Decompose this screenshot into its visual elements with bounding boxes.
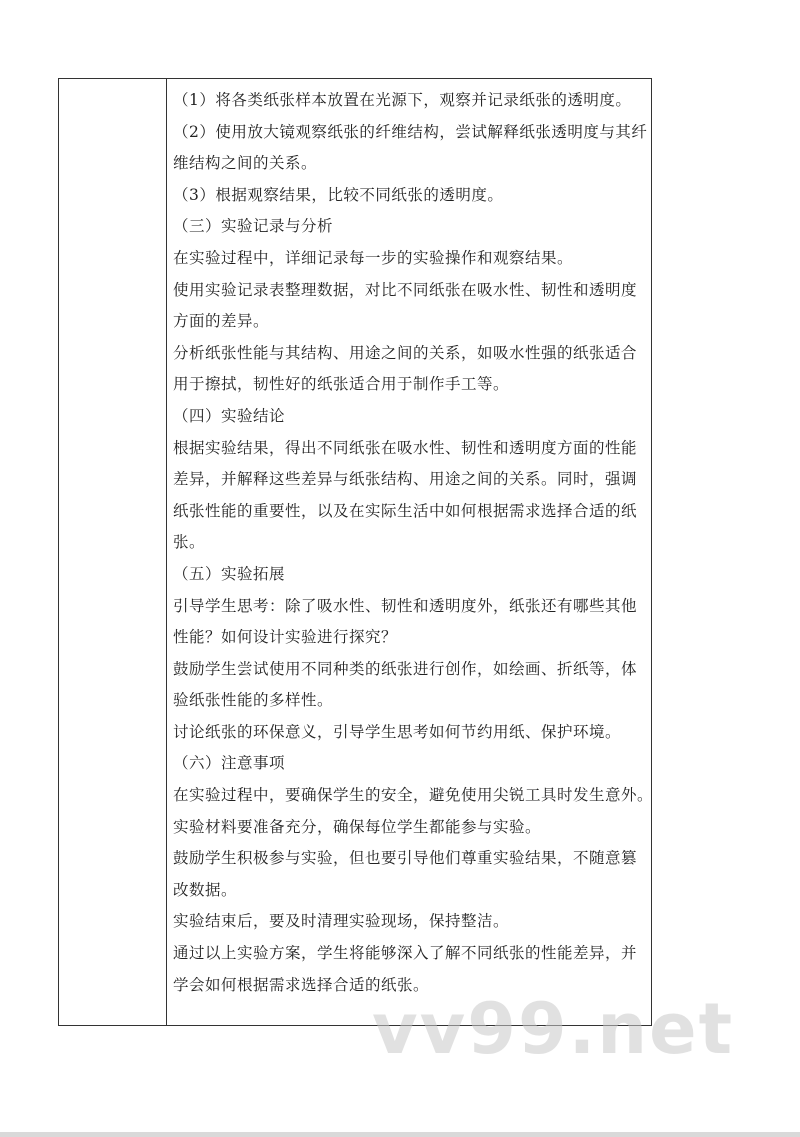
site-watermark: vv99.net <box>372 988 735 1070</box>
text-line: （3）根据观察结果，比较不同纸张的透明度。 <box>173 185 504 204</box>
text-line: 张。 <box>173 533 206 552</box>
text-line: 鼓励学生尝试使用不同种类的纸张进行创作，如绘画、折纸等，体 <box>173 659 638 678</box>
page-bottom-edge <box>0 1132 800 1137</box>
section-heading: （三）实验记录与分析 <box>173 217 334 236</box>
text-line: 鼓励学生积极参与实验，但也要引导他们尊重实验结果，不随意篡 <box>173 849 638 868</box>
text-line: （1）将各类纸张样本放置在光源下，观察并记录纸张的透明度。 <box>173 91 632 109</box>
text-line: 通过以上实验方案，学生将能够深入了解不同纸张的性能差异，并 <box>173 944 638 963</box>
text-line: 讨论纸张的环保意义，引导学生思考如何节约用纸、保护环境。 <box>173 722 622 741</box>
text-line: 在实验过程中，详细记录每一步的实验操作和观察结果。 <box>173 248 574 267</box>
text-line: 引导学生思考：除了吸水性、韧性和透明度外，纸张还有哪些其他 <box>173 596 638 615</box>
text-line: 改数据。 <box>173 880 238 899</box>
text-line: 学会如何根据需求选择合适的纸张。 <box>173 975 430 994</box>
lesson-table <box>58 78 652 1026</box>
text-line: 方面的差异。 <box>173 312 270 331</box>
text-line: 性能？如何设计实验进行探究？ <box>173 628 398 647</box>
section-heading: （四）实验结论 <box>173 406 286 425</box>
text-line: 实验材料要准备充分，确保每位学生都能参与实验。 <box>173 817 542 836</box>
table-content-cell <box>169 85 654 1001</box>
section-heading: （六）注意事项 <box>173 754 286 773</box>
text-line: 在实验过程中，要确保学生的安全，避免使用尖锐工具时发生意外。 <box>173 786 654 805</box>
table-left-cell <box>59 79 167 1025</box>
text-line: 用于擦拭，韧性好的纸张适合用于制作手工等。 <box>173 375 510 394</box>
text-line: 分析纸张性能与其结构、用途之间的关系，如吸水性强的纸张适合 <box>173 343 638 362</box>
text-line: 维结构之间的关系。 <box>173 154 318 173</box>
section-heading: （五）实验拓展 <box>173 564 286 583</box>
text-line: 纸张性能的重要性，以及在实际生活中如何根据需求选择合适的纸 <box>173 501 638 520</box>
text-line: 使用实验记录表整理数据，对比不同纸张在吸水性、韧性和透明度 <box>173 280 638 299</box>
text-line: 根据实验结果，得出不同纸张在吸水性、韧性和透明度方面的性能 <box>173 438 638 457</box>
text-line: 差异，并解释这些差异与纸张结构、用途之间的关系。同时，强调 <box>173 470 638 489</box>
text-line: 验纸张性能的多样性。 <box>173 691 334 710</box>
text-line: 实验结束后，要及时清理实验现场，保持整洁。 <box>173 912 510 931</box>
text-line: （2）使用放大镜观察纸张的纤维结构，尝试解释纸张透明度与其纤 <box>173 122 648 141</box>
